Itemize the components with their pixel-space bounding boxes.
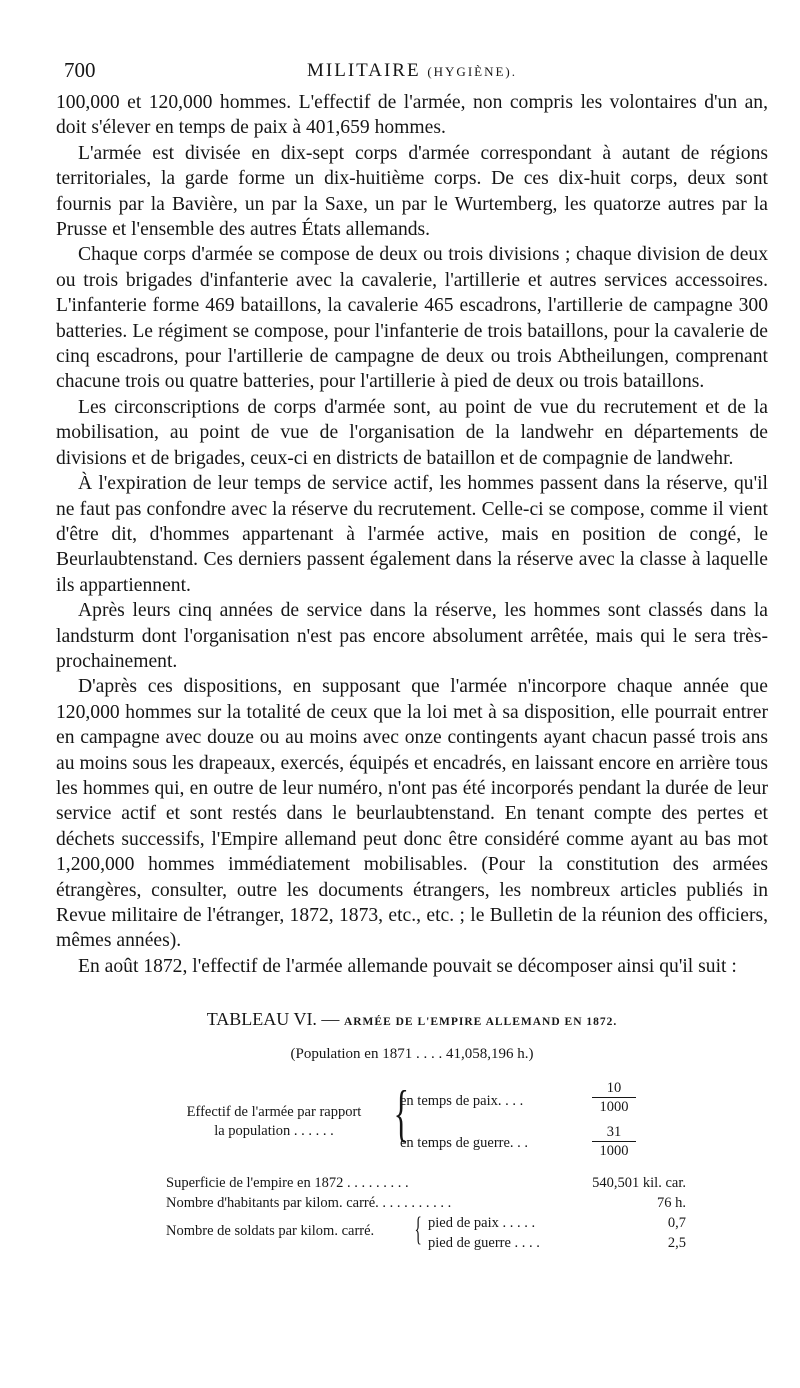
page-header (56, 56, 768, 90)
paix-denominator: 1000 (599, 1099, 629, 1116)
paragraph-2: L'armée est divisée en dix-sept corps d'armée correspondant à autant de régions territoriales, la garde forme un dix-huitième corps. De ces dix-huit corps, deux sont fournis par la Bavière, un par la Saxe, un par le Wurtemberg, les quatorze autres par la Prusse et l'ensemble des autres États allemands. (56, 142, 768, 241)
paragraph-6: Après leurs cinq années de service dans la réserve, les hommes sont classés dans la landsturm dont l'organisation n'est pas encore absolument arrêtée, mais qui le sera très-prochainement. (56, 600, 768, 672)
soldats-label: Nombre de soldats par kilom. carré. (166, 1223, 375, 1240)
pied-paix-label: pied de paix . . . . . (428, 1215, 536, 1232)
pied-paix-row (428, 1215, 686, 1232)
guerre-fraction (592, 1123, 636, 1160)
body-text (56, 90, 768, 979)
paix-label: en temps de paix. . . . (400, 1093, 524, 1110)
running-title-main: MILITAIRE (307, 60, 421, 81)
habitants-row (166, 1195, 686, 1212)
running-title (56, 60, 768, 82)
paragraph-7: D'après ces dispositions, en supposant que l'armée n'incorpore chaque année que 120,000 hommes sur la totalité de ceux que la loi met à sa disposition, elle pourrait entrer en campagne avec douze ou au moins avec onze contingents ayant chacun passé trois ans au moins sous les drapeaux, exercés, équipés et encadrés, en laissant encore en arrière tous les hommes qui, en outre de leur numéro, n'ont pas été incorporés pendant la durée de leur service actif et sont restés dans le beurlaubtenstand. En tenant compte des pertes et déchets successifs, l'Empire allemand peut donc être considéré comme ayant au bas mot 1,200,000 hommes immédiatement mobilisables. (Pour la constitution des armées étrangères, consulter, outre les documents étrangers, les nombreux articles publiés in Revue militaire de l'étranger, 1872, 1873, etc., etc. ; le Bulletin de la réunion des officiers, mêmes années). (56, 676, 768, 952)
tableau-title (56, 1009, 768, 1030)
pied-paix-value: 0,7 (667, 1215, 686, 1232)
population-line: (Population en 1871 . . . . 41,058,196 h.) (290, 1046, 534, 1063)
paragraph-3: Chaque corps d'armée se compose de deux ou trois divisions ; chaque division de deux ou trois brigades d'infanterie avec la cavalerie, l'artillerie et autres services accessoires. L'infanterie forme 469 bataillons, la cavalerie 465 escadrons, l'artillerie de campagne 300 batteries. Le régiment se compose, pour l'infanterie de trois bataillons, pour la cavalerie de cinq escadrons, pour l'artillerie de campagne de deux ou trois Abtheilungen, comprenant chacune trois ou quatre batteries, pour l'artillerie à pied de deux ou trois bataillons. (56, 244, 768, 393)
effectif-label-line-1: Effectif de l'armée par rapport (186, 1104, 362, 1121)
paragraph-5: À l'expiration de leur temps de service actif, les hommes passent dans la réserve, qu'il ne faut pas confondre avec la réserve du recrutement. Celle-ci se compose, comme il vient d'être dit, d'hommes appartenant à l'armée active, mais en position de congé, le Beurlaubtenstand. Ces derniers passent également dans la réserve avec la classe à laquelle ils appartiennent. (56, 473, 768, 596)
superficie-label: Superficie de l'empire en 1872 . . . . . . . . . (166, 1175, 409, 1192)
tableau-title-caps: ARMÉE DE L'EMPIRE ALLEMAND EN 1872. (343, 1016, 618, 1029)
effectif-label-line-2: la population . . . . . . (214, 1123, 334, 1140)
brace-icon: { (393, 1077, 410, 1149)
paragraph-4: Les circonscriptions de corps d'armée sont, au point de vue du recrutement et de la mobilisation, au point de vue de l'organisation de la landwehr en départements de divisions et de brigades, ceux-ci en districts de bataillon et de compagnie de landwehr. (56, 396, 768, 469)
habitants-value: 76 h. (657, 1195, 686, 1212)
paix-numerator: 10 (592, 1079, 636, 1098)
small-brace-icon: { (414, 1211, 422, 1249)
habitants-label: Nombre d'habitants par kilom. carré. . . . . . . . . . . (166, 1195, 452, 1212)
paragraph-1: 100,000 et 120,000 hommes. L'effectif de l'armée, non compris les volontaires d'un an, doit s'élever en temps de paix à 401,659 hommes. (56, 92, 768, 139)
tableau-title-main: TABLEAU VI. — (206, 1009, 340, 1030)
guerre-numerator: 31 (592, 1123, 636, 1142)
running-title-sub: (HYGIÈNE). (427, 64, 517, 79)
superficie-value: 540,501 kil. car. (592, 1175, 686, 1192)
tableau-table (56, 1063, 768, 1293)
superficie-row (166, 1175, 686, 1192)
page (56, 56, 768, 1293)
pied-guerre-value: 2,5 (667, 1235, 686, 1252)
pied-guerre-row (428, 1235, 686, 1252)
pied-guerre-label: pied de guerre . . . . (428, 1235, 540, 1252)
guerre-label: en temps de guerre. . . (400, 1135, 529, 1152)
guerre-denominator: 1000 (599, 1143, 629, 1160)
effectif-label (164, 1103, 384, 1141)
page-number: 700 (64, 58, 96, 82)
paix-fraction (592, 1079, 636, 1116)
paragraph-8: En août 1872, l'effectif de l'armée allemande pouvait se décomposer ainsi qu'il suit : (78, 955, 737, 977)
